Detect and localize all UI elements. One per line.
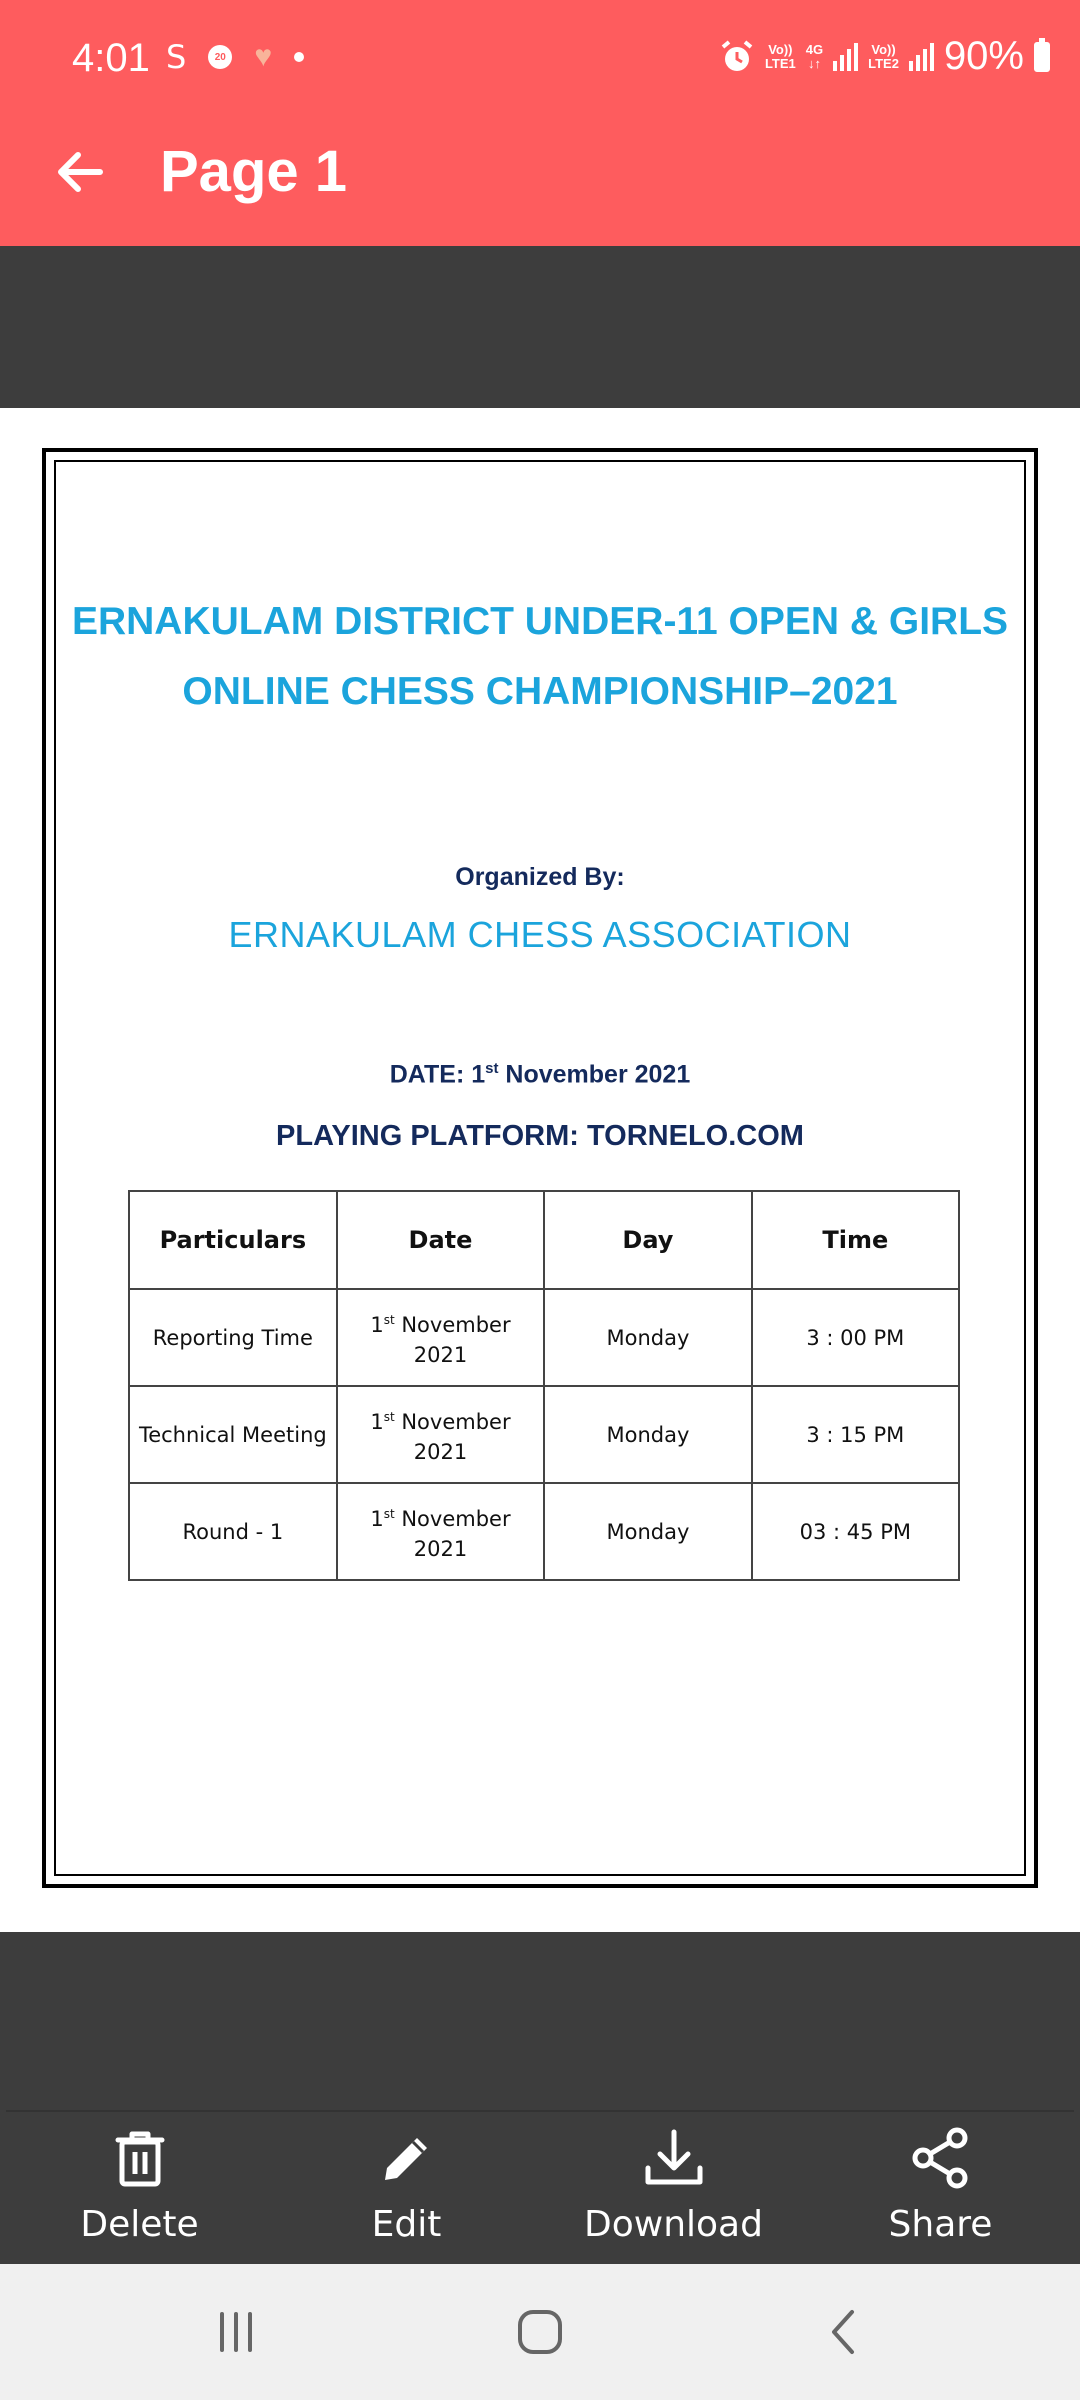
- battery-percent: 90%: [943, 34, 1024, 78]
- back-button[interactable]: [50, 142, 110, 202]
- organized-by-label: Organized By:: [455, 863, 625, 891]
- share-button[interactable]: [807, 2112, 1074, 2264]
- signal-icon-2: [909, 43, 934, 71]
- signal-icon: [833, 43, 858, 71]
- edit-label: Edit: [371, 2204, 442, 2245]
- dot-icon: [294, 52, 304, 62]
- home-icon: [508, 2300, 572, 2364]
- bottom-toolbar: [6, 2110, 1074, 2264]
- status-bar: [0, 0, 1080, 120]
- table-row: [129, 1386, 959, 1483]
- time-cell: 03 : 45 PM: [752, 1483, 959, 1580]
- pencil-icon: [375, 2126, 439, 2190]
- particular-cell: Technical Meeting: [129, 1386, 337, 1483]
- alarm-icon: [719, 39, 755, 75]
- day-cell: Monday: [544, 1386, 751, 1483]
- document-preview[interactable]: [0, 408, 1080, 1932]
- document-border: [42, 448, 1038, 1888]
- notification-icons: [166, 38, 304, 76]
- time-cell: 3 : 15 PM: [752, 1386, 959, 1483]
- page-title: Page 1: [160, 139, 347, 204]
- navigation-bar: [0, 2264, 1080, 2400]
- organizer-name: ERNAKULAM CHESS ASSOCIATION: [228, 914, 852, 955]
- recent-apps-button[interactable]: [204, 2300, 268, 2364]
- system-icons: [719, 34, 1050, 79]
- share-label: Share: [888, 2204, 993, 2245]
- table-row: [129, 1483, 959, 1580]
- date-cell: 1st November 2021: [337, 1386, 545, 1483]
- network-2-label: Vo)) LTE2: [868, 41, 899, 71]
- app-badge-icon: 20: [208, 45, 232, 69]
- column-header: Time: [752, 1191, 959, 1289]
- network-type-label: 4G ↓↑: [805, 41, 824, 71]
- column-header: Particulars: [129, 1191, 337, 1289]
- event-date: DATE: 1st November 2021: [389, 1060, 691, 1089]
- column-header: Date: [337, 1191, 545, 1289]
- date-cell: 1st November 2021: [337, 1483, 545, 1580]
- date-cell: 1st November 2021: [337, 1289, 545, 1386]
- particular-cell: Round - 1: [129, 1483, 337, 1580]
- download-button[interactable]: [540, 2112, 807, 2264]
- particular-cell: Reporting Time: [129, 1289, 337, 1386]
- document-title-line-1: ERNAKULAM DISTRICT UNDER-11 OPEN & GIRLS: [71, 600, 1009, 643]
- delete-button[interactable]: [6, 2112, 273, 2264]
- back-nav-button[interactable]: [812, 2300, 876, 2364]
- app-bar: [0, 120, 1080, 246]
- trash-icon: [108, 2126, 172, 2190]
- arrow-left-icon: [50, 142, 110, 202]
- day-cell: Monday: [544, 1289, 751, 1386]
- delete-label: Delete: [80, 2204, 199, 2245]
- schedule-table: [128, 1190, 960, 1581]
- table-header-row: [129, 1191, 959, 1289]
- column-header: Day: [544, 1191, 751, 1289]
- share-icon: [909, 2126, 973, 2190]
- download-icon: [642, 2126, 706, 2190]
- edit-button[interactable]: [273, 2112, 540, 2264]
- heart-icon: ♥: [254, 40, 273, 73]
- network-1-label: Vo)) LTE1: [764, 41, 796, 71]
- playing-platform: PLAYING PLATFORM: TORNELO.COM: [276, 1120, 804, 1152]
- status-time: 4:01: [72, 36, 150, 80]
- day-cell: Monday: [544, 1483, 751, 1580]
- table-row: [129, 1289, 959, 1386]
- home-button[interactable]: [508, 2300, 572, 2364]
- recent-apps-icon: [204, 2300, 268, 2364]
- time-cell: 3 : 00 PM: [752, 1289, 959, 1386]
- document-title-line-2: ONLINE CHESS CHAMPIONSHIP–2021: [182, 670, 898, 713]
- chevron-left-icon: [812, 2300, 876, 2364]
- s-icon: S: [166, 38, 187, 76]
- battery-icon: [1034, 42, 1050, 72]
- download-label: Download: [584, 2204, 763, 2245]
